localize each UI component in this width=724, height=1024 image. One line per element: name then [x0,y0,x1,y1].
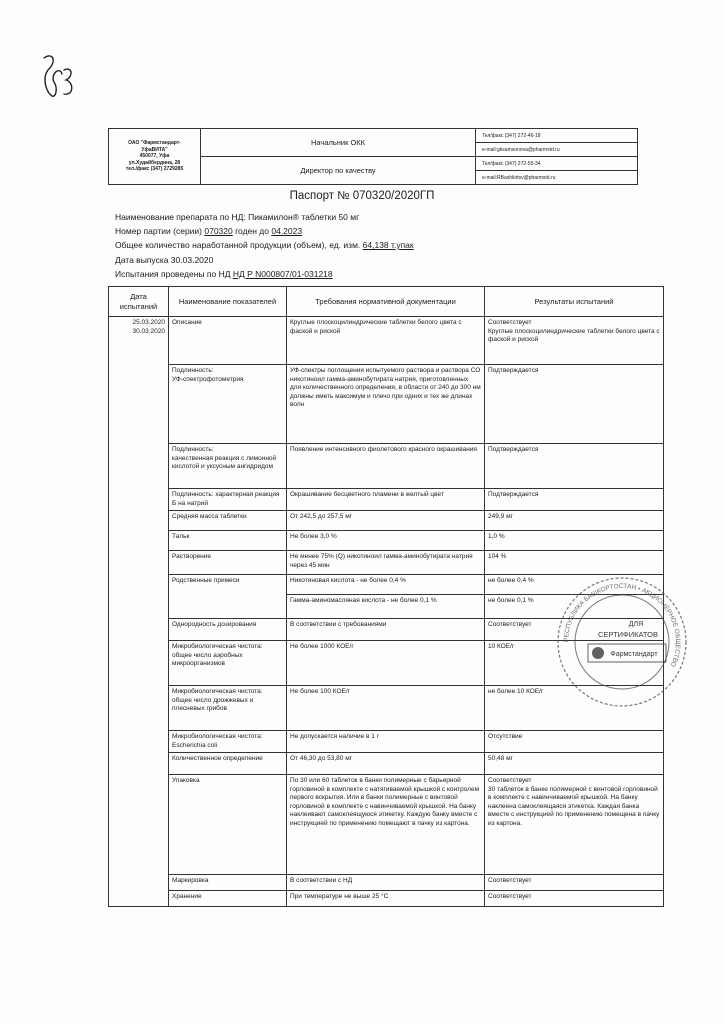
table-header-row [109,287,664,317]
batch-line [115,226,302,236]
test-standard-line [115,269,333,279]
row-requirement: Не более 3,0 % [287,531,485,551]
row-requirement: В соответствии с требованиями [287,619,485,641]
row-result: Соответствует 30 таблеток в банке полимерной с винтовой горловиной в комплекте с навинчиваемой крышкой. На банку наклеена самоклеящаяся этикетка. Каждая банка вместе с инструкцией по применению помещена в пачку из картона. [485,775,664,875]
row-name: Маркировка [169,875,287,891]
batch-number: 070320 [204,226,233,236]
document-title: Паспорт № 070320/2020ГП [289,190,435,202]
table-row [109,511,664,531]
table-row [109,365,664,444]
row-requirement: От 46,30 до 53,80 мг [287,753,485,775]
row-requirement: При температуре не выше 25 °С [287,891,485,907]
row-name: Микробиологическая чистота: общее число аэробных микроорганизмов [169,641,287,686]
row-requirement: УФ-спектры поглощения испытуемого раствора и раствора СО никотиноил гамма-аминобутирата натрия, приготовленных для количественного определения, в области от 240 до 300 нм должны иметь максимум и плечо при одних и тех же длинах волн [287,365,485,444]
row-result: Соответствует Круглые плоскоцилиндрические таблетки белого цвета с фаской и риской [485,317,664,365]
company-block [109,129,201,185]
col-header-result: Результаты испытаний [485,287,664,317]
company-line: 450077, Уфа [139,153,170,160]
row-name: Микробиологическая чистота: Escherichia coli [169,731,287,753]
table-row [109,731,664,753]
row-name: Подлинность: качественная реакция с лимонной кислотой и уксусным ангидридом [169,444,287,489]
company-line: тел./факс (347) 2729285 [125,166,184,173]
expiry-label: годен до [232,226,272,236]
row-result: Подтверждается [485,444,664,489]
row-name: Упаковка [169,775,287,875]
row-name: Хранение [169,891,287,907]
row-name: Количественное определение [169,753,287,775]
row-requirement: Круглые плоскоцилиндрические таблетки белого цвета с фаской и риской [287,317,485,365]
row-requirement: В соответствии с НД [287,875,485,891]
test-dates: 25.03.2020 30.03.2020 [109,317,169,907]
contact-phone-1: Тел/факс (347) 272-46-18 [476,129,638,143]
row-name: Описание [169,317,287,365]
stamp-logo-text: Фармстандарт [610,651,658,658]
row-requirement: Окрашивание бесцветного пламени в желтый цвет [287,489,485,511]
company-line: ул.Худайбердина, 28 [128,159,181,166]
row-requirement: От 242,5 до 257,5 мг [287,511,485,531]
table-row [109,551,664,575]
position-head-qc: Начальник ОКК [201,129,476,157]
row-requirement: Появление интенсивного фиолетового красного окрашивания [287,444,485,489]
contact-email-1: e-mail:gksamsonova@pharmstd.ru [476,143,638,157]
row-name: Тальк [169,531,287,551]
table-row [109,775,664,875]
row-requirement: По 30 или 60 таблеток в банки полимерные с барьерной горловиной в комплекте с натягиваемой крышкой с контролем первого вскрытия. Или в банки полимерные с винтовой горловиной в комплекте с навинчиваемой крышкой. На банку наклеивают самоклеящуюся этикетку. Каждую банку вместе с инструкцией по применению помещают в пачку из картона. [287,775,485,875]
row-result: не более 0,4 % [485,575,664,595]
position-quality-director: Директор по качеству [201,157,476,185]
row-result: Подтверждается [485,489,664,511]
handwritten-mark [38,52,78,102]
row-name: Подлинность: УФ-спектрофотометрия [169,365,287,444]
company-line: ОАО "Фармстандарт- [128,140,181,147]
row-result: 104 % [485,551,664,575]
certificate-stamp [554,574,690,710]
batch-label: Номер партии (серии) [115,226,205,236]
standard-label: Испытания проведены по НД [115,269,233,279]
row-result: Подтверждается [485,365,664,444]
row-result: 1,0 % [485,531,664,551]
row-name: Однородность дозирования [169,619,287,641]
row-result: 50,48 мг [485,753,664,775]
quantity-line [115,240,414,250]
col-header-date: Дата испытаний [109,287,169,317]
stamp-top-text: ДЛЯ [628,621,644,628]
row-result: Соответствует [485,875,664,891]
row-name: Подлинность: характерная реакция Б на натрий [169,489,287,511]
row-name: Средняя масса таблетки [169,511,287,531]
stamp-logo-icon [592,647,604,659]
product-name-line: Наименование препарата по НД: Пикамилон® таблетки 50 мг [115,212,360,222]
contact-email-2: e-mail:RBashkirtsv@pharmstd.ru [476,171,638,185]
row-result: Отсутствие [485,731,664,753]
table-row [109,875,664,891]
quantity-value: 64,138 т.упак [362,240,414,250]
row-requirement: Не допускается наличие в 1 г [287,731,485,753]
quantity-label: Общее количество наработанной продукции (объем), ед. изм. [115,240,363,250]
row-requirement: Не более 100 КОЕ/г [287,686,485,731]
contact-phone-2: Тел/факс (347) 272-55-34 [476,157,638,171]
row-name: Родственные примеси [169,575,287,619]
table-row [109,753,664,775]
row-requirement: Никотиновая кислота - не более 0,4 % [287,575,485,595]
col-header-parameter: Наименование показателей [169,287,287,317]
table-row [109,317,664,365]
row-result: 249,9 мг [485,511,664,531]
row-requirement: Не более 1000 КОЕ/г [287,641,485,686]
company-line: УфаВИТА" [141,146,168,153]
table-row [109,444,664,489]
row-name: Микробиологическая чистота: общее число дрожжевых и плесневых грибов [169,686,287,731]
row-result: не более 0,1 % [485,595,664,619]
row-requirement: Не менее 75% (Q) никотиноил гамма-аминобутирата натрия через 45 мин [287,551,485,575]
row-result: не более 10 КОЕ/г [485,686,664,731]
stamp-ring-text: РЕСПУБЛИКА БАШКОРТОСТАН • АКЦИОНЕРНОЕ ОБЩЕСТВО [562,582,682,668]
col-header-requirement: Требования нормативной документации [287,287,485,317]
standard-code: НД Р N000807/01-031218 [232,269,333,279]
release-date-line: Дата выпуска 30.03.2020 [115,255,214,265]
row-name: Растворение [169,551,287,575]
row-requirement: Гамма-аминомасляная кислота - не более 0,1 % [287,595,485,619]
row-result: Соответствует [485,619,664,641]
table-row [109,891,664,907]
expiry-date: 04.2023 [271,226,303,236]
table-row [109,531,664,551]
row-result: Соответствует [485,891,664,907]
table-row [109,489,664,511]
stamp-mid-text: СЕРТИФИКАТОВ [597,630,659,639]
row-result: 10 КОЕ/г [485,641,664,686]
letterhead [108,128,638,185]
